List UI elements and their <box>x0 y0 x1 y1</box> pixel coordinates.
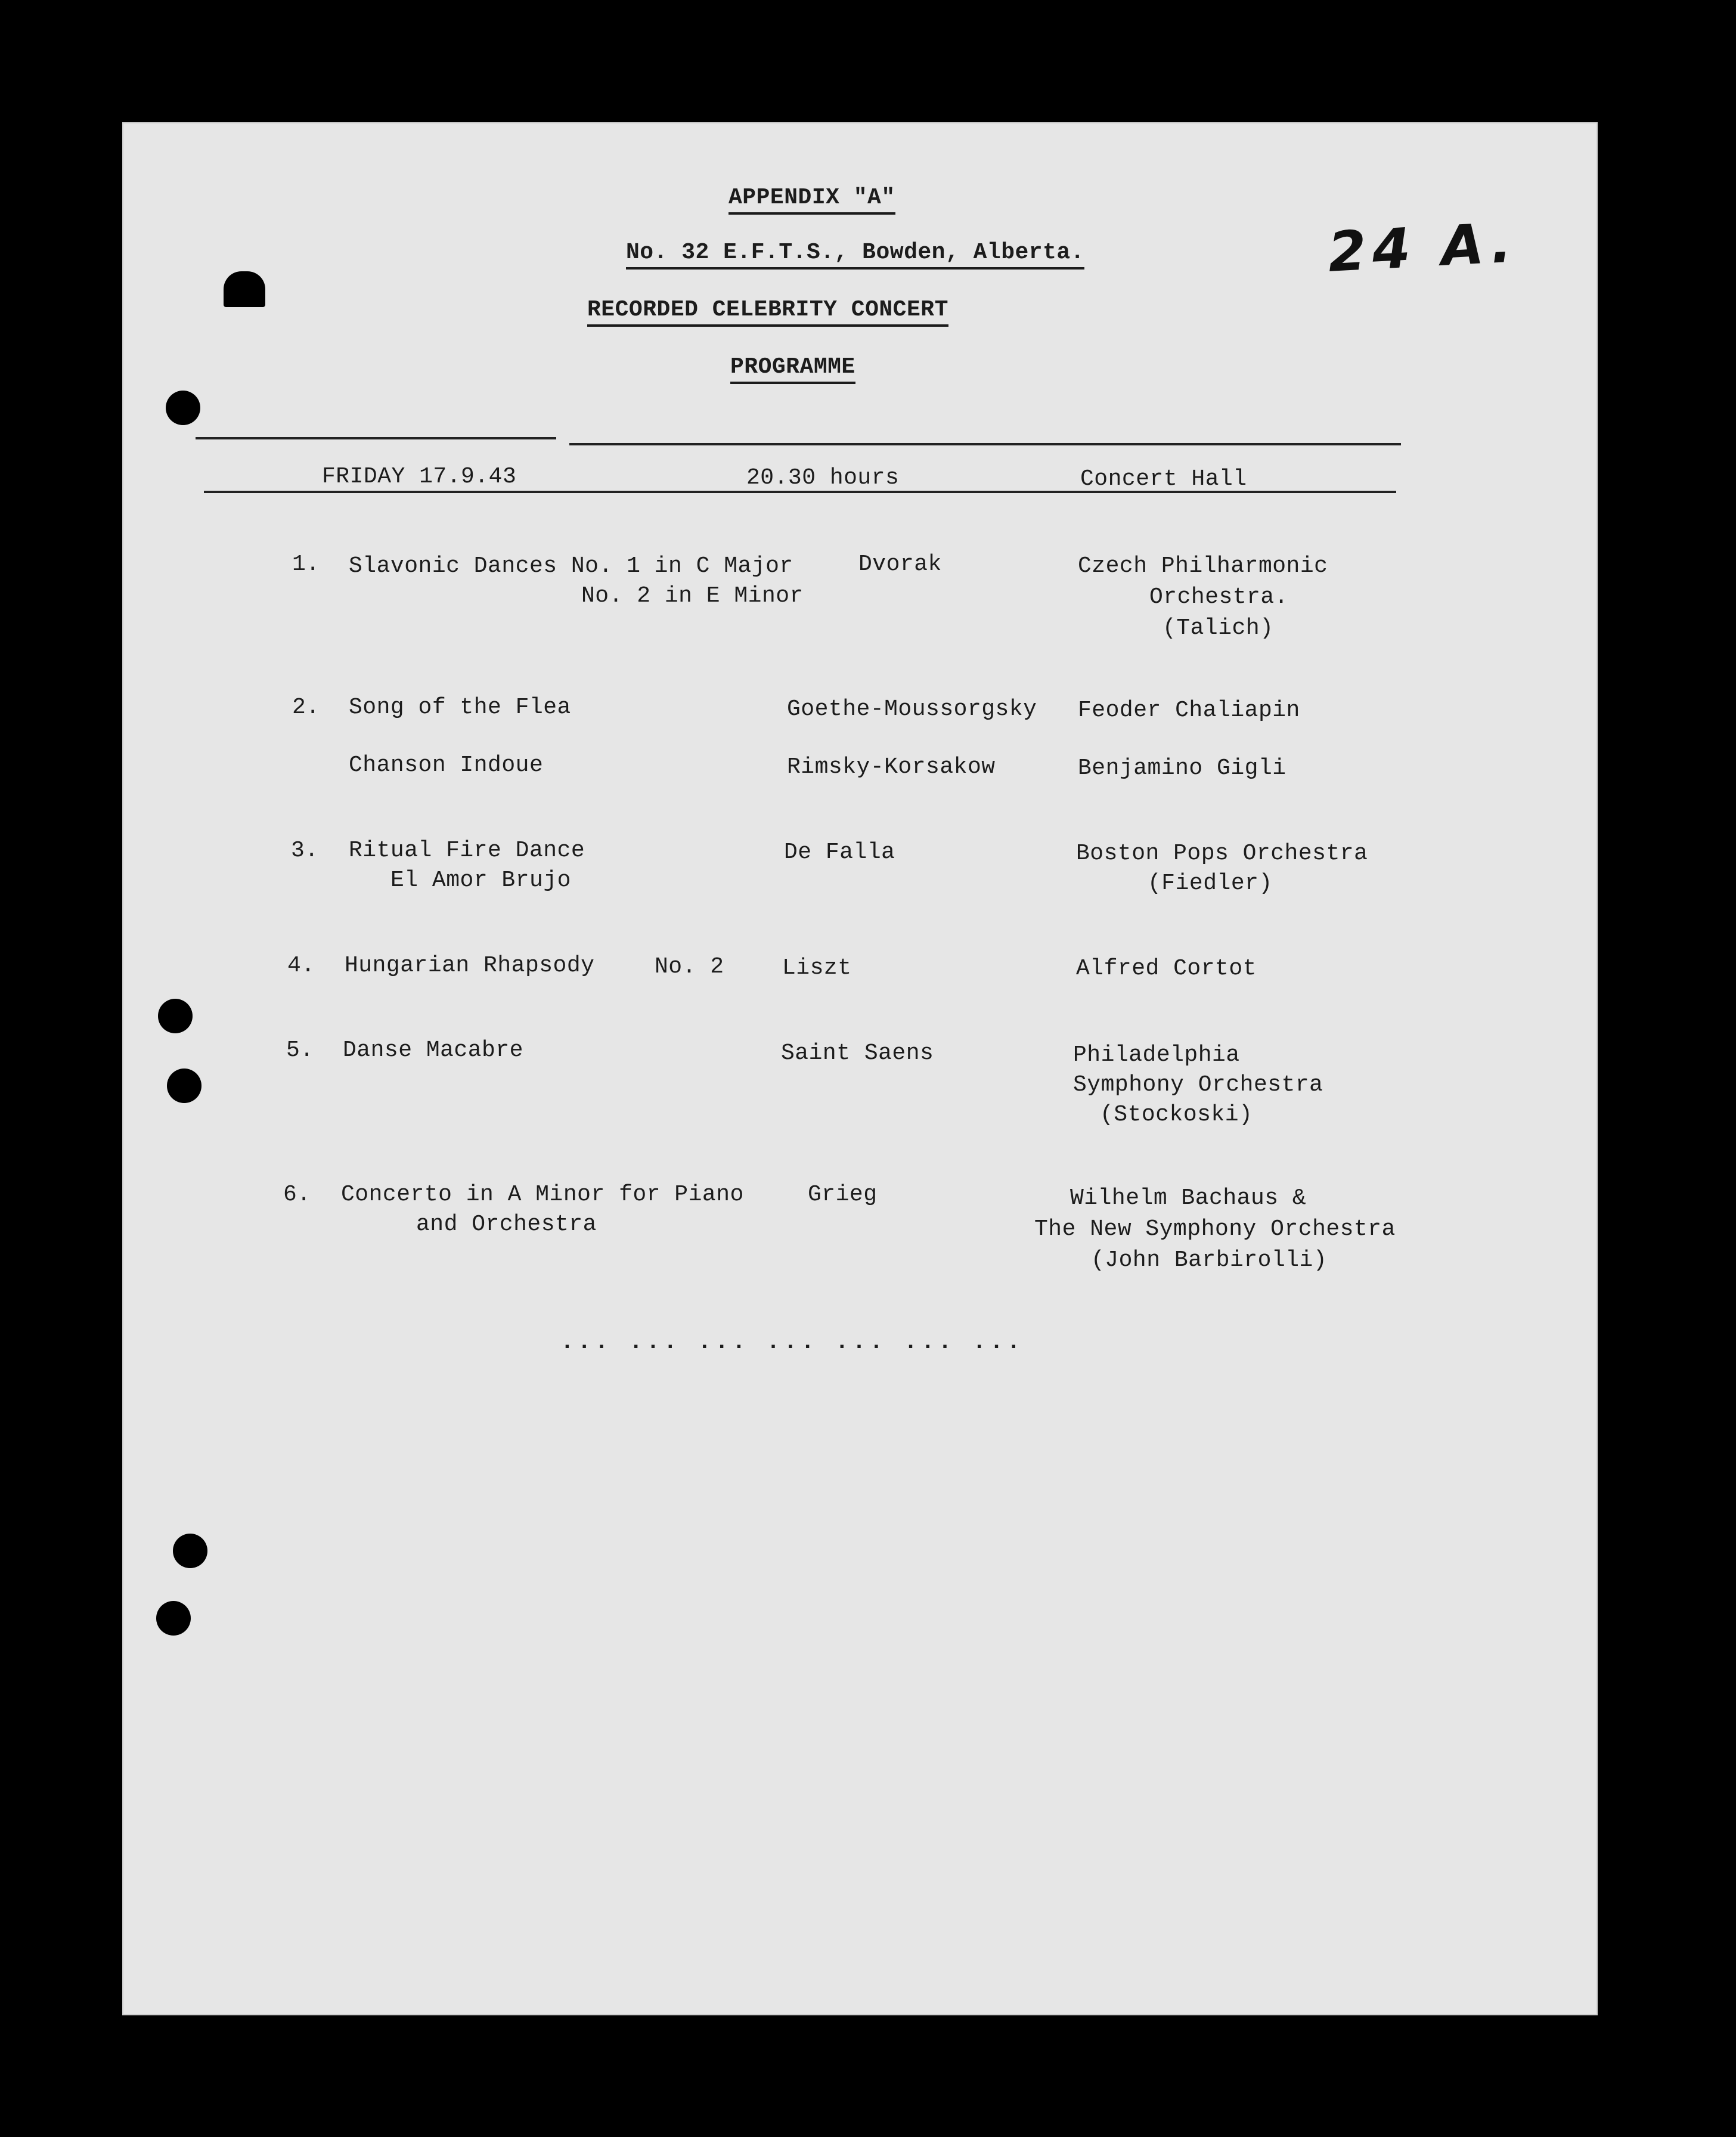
item-performer: Boston Pops Orchestra <box>1076 841 1368 866</box>
punch-hole <box>158 999 193 1033</box>
item-work: Song of the Flea <box>349 695 571 720</box>
item-performer: Benjamino Gigli <box>1078 755 1286 781</box>
handwritten-page-note: 24 A. <box>1326 210 1520 284</box>
top-rule-right <box>569 443 1401 445</box>
item-number: 2. <box>292 695 320 720</box>
item-work: Chanson Indoue <box>349 752 544 778</box>
item-work: El Amor Brujo <box>390 868 571 893</box>
item-performer: Orchestra. <box>1149 584 1289 610</box>
event-title: RECORDED CELEBRITY CONCERT <box>587 297 948 327</box>
item-performer: (Talich) <box>1162 615 1274 641</box>
item-work: Hungarian Rhapsody <box>345 953 595 978</box>
item-performer: Czech Philharmonic <box>1078 553 1328 579</box>
item-performer: (John Barbirolli) <box>1091 1247 1328 1273</box>
item-performer: Wilhelm Bachaus & <box>1070 1185 1307 1211</box>
unit-heading: No. 32 E.F.T.S., Bowden, Alberta. <box>626 240 1084 270</box>
item-composer: Goethe-Moussorgsky <box>787 696 1037 722</box>
item-work: No. 2 <box>655 954 724 980</box>
item-number: 1. <box>292 552 320 577</box>
day-date: FRIDAY 17.9.43 <box>322 464 517 490</box>
item-number: 3. <box>291 838 319 863</box>
punch-hole <box>173 1534 207 1568</box>
appendix-heading: APPENDIX "A" <box>728 185 895 215</box>
closing-dots: ... ... ... ... ... ... ... <box>560 1330 1024 1355</box>
item-composer: Rimsky-Korsakow <box>787 754 996 780</box>
item-performer: Feoder Chaliapin <box>1078 698 1300 723</box>
item-work: Danse Macabre <box>343 1037 523 1063</box>
item-number: 6. <box>283 1182 311 1207</box>
item-performer: Philadelphia <box>1073 1042 1240 1068</box>
item-number: 5. <box>286 1037 314 1063</box>
item-number: 4. <box>287 953 315 978</box>
top-rule-left <box>196 437 556 439</box>
item-composer: Grieg <box>808 1182 878 1207</box>
item-composer: Liszt <box>782 955 852 981</box>
punch-hole <box>166 391 200 425</box>
item-work: No. 2 in E Minor <box>581 583 804 609</box>
punch-hole <box>156 1601 191 1636</box>
punch-hole <box>167 1068 202 1103</box>
item-work: and Orchestra <box>416 1212 597 1237</box>
document-page <box>122 122 1598 2015</box>
item-performer: Symphony Orchestra <box>1073 1072 1323 1098</box>
programme-heading: PROGRAMME <box>730 354 855 384</box>
concert-venue: Concert Hall <box>1080 466 1247 492</box>
item-performer: Alfred Cortot <box>1076 956 1257 981</box>
concert-time: 20.30 hours <box>746 465 900 491</box>
item-work: Concerto in A Minor for Piano <box>341 1182 744 1207</box>
item-performer: (Stockoski) <box>1100 1102 1253 1128</box>
item-performer: (Fiedler) <box>1148 871 1273 896</box>
punch-notch <box>224 271 265 307</box>
item-performer: The New Symphony Orchestra <box>1034 1216 1396 1242</box>
item-work: Ritual Fire Dance <box>349 838 585 863</box>
item-composer: Saint Saens <box>781 1040 934 1066</box>
item-composer: Dvorak <box>858 552 942 577</box>
item-work: Slavonic Dances No. 1 in C Major <box>349 553 793 579</box>
item-composer: De Falla <box>784 840 895 865</box>
